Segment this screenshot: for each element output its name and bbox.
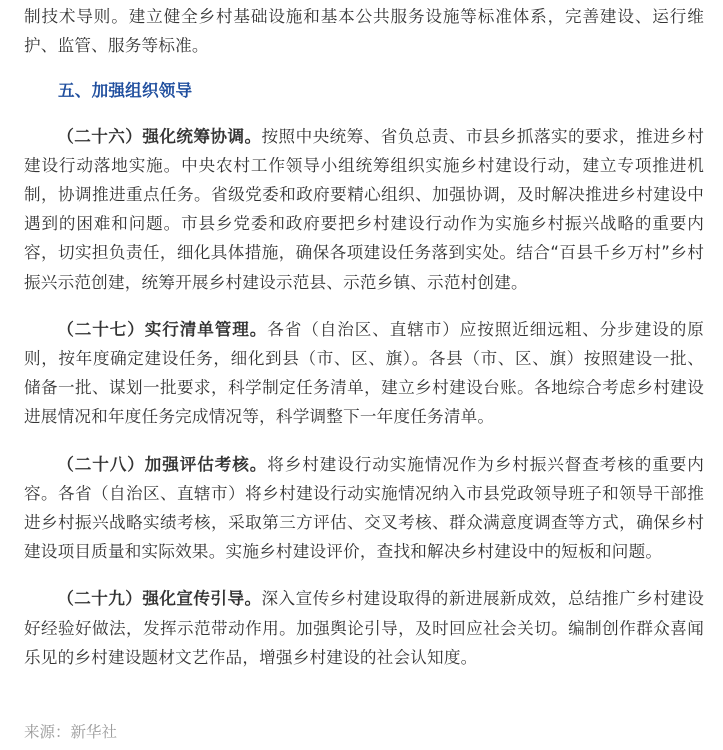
paragraph-26 (24, 122, 704, 297)
source-attribution: 来源：新华社 (24, 723, 118, 741)
article-body (24, 0, 704, 672)
paragraph-28 (24, 450, 704, 567)
paragraph-lead: （二十七）实行清单管理。 (57, 319, 268, 339)
paragraph-text: 将乡村建设行动实施情况作为乡村振兴督查考核的重要内容。各省（自治区、直辖市）将乡村建设行动实施情况纳入市县党政领导班子和领导干部推进乡村振兴战略实绩考核，采取第三方评估、交叉考核、群众满意度调查等方式，确保乡村建设项目质量和实际效果。实施乡村建设评价，查找和解决乡村建设中的短板和问题。 (24, 454, 705, 562)
paragraph-29 (24, 584, 704, 672)
paragraph-27 (24, 315, 704, 432)
intro-paragraph: 制技术导则。建立健全乡村基础设施和基本公共服务设施等标准体系，完善建设、运行维护、监管、服务等标准。 (24, 7, 704, 56)
paragraph-lead: （二十八）加强评估考核。 (57, 454, 268, 474)
section-heading: 五、加强组织领导 (58, 81, 193, 101)
paragraph-lead: （二十九）强化宣传引导。 (57, 589, 262, 609)
paragraph-text: 深入宣传乡村建设取得的新进展新成效，总结推广乡村建设好经验好做法，发挥示范带动作用。加强舆论引导，及时回应社会关切。编制创作群众喜闻乐见的乡村建设题材文艺作品，增强乡村建设的社会认知度。 (24, 589, 704, 667)
paragraph-text: 按照中央统筹、省负总责、市县乡抓落实的要求，推进乡村建设行动落地实施。中央农村工作领导小组统筹组织实施乡村建设行动，建立专项推进机制，协调推进重点任务。省级党委和政府要精心组织、加强协调，及时解决推进乡村建设中遇到的困难和问题。市县乡党委和政府要把乡村建设行动作为实施乡村振兴战略的重要内容，切实担负责任，细化具体措施，确保各项建设任务落到实处。结合“百县千乡万村”乡村振兴示范创建，统筹开展乡村建设示范县、示范乡镇、示范村创建。 (24, 126, 704, 292)
paragraph-text: 各省（自治区、直辖市）应按照近细远粗、分步建设的原则，按年度确定建设任务，细化到县（市、区、旗）。各县（市、区、旗）按照建设一批、储备一批、谋划一批要求，科学制定任务清单，建立乡村建设台账。各地综合考虑乡村建设进展情况和年度任务完成情况等，科学调整下一年度任务清单。 (24, 319, 705, 427)
paragraph-lead: （二十六）强化统筹协调。 (57, 126, 262, 146)
